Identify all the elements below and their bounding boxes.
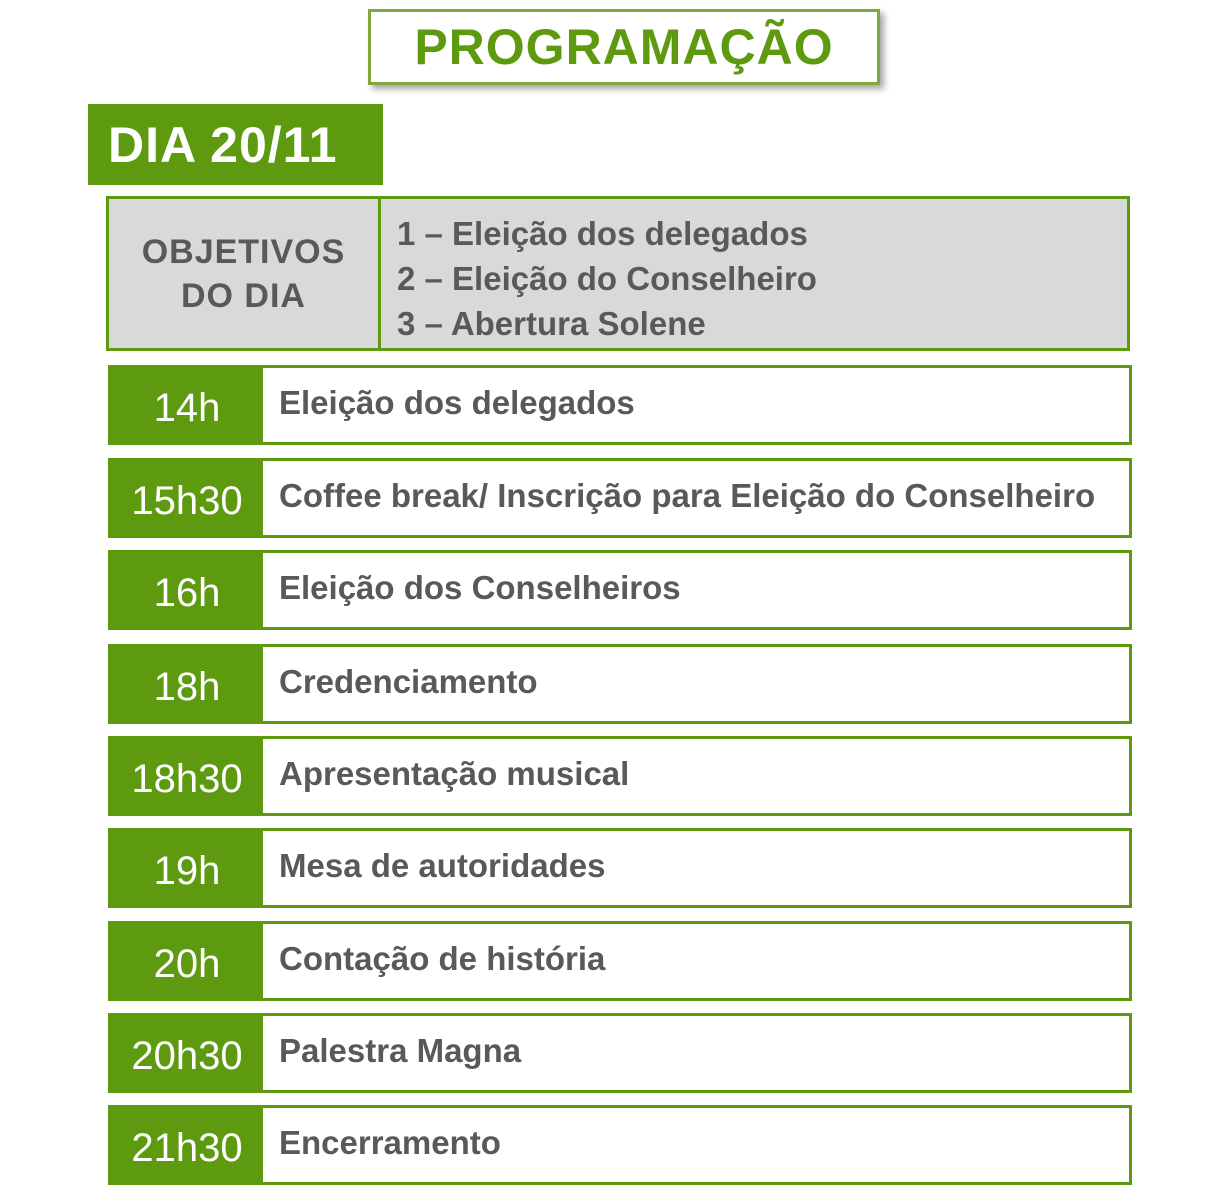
schedule-activity: Eleição dos Conselheiros: [279, 569, 681, 606]
objective-item: 1 – Eleição dos delegados: [397, 215, 808, 252]
day-badge: [88, 104, 383, 185]
schedule-activity: Contação de história: [279, 940, 606, 977]
schedule-activity: Palestra Magna: [279, 1032, 522, 1069]
schedule-row: [108, 365, 1132, 445]
schedule-row: [108, 1105, 1132, 1185]
schedule-row: [108, 736, 1132, 816]
schedule-row: [108, 921, 1132, 1001]
objectives-list: [381, 199, 1127, 348]
objectives-label-line1: OBJETIVOS: [141, 232, 346, 271]
schedule-activity: Eleição dos delegados: [279, 384, 635, 421]
schedule-time: 21h30: [111, 1108, 263, 1182]
schedule-time: 19h: [111, 831, 263, 905]
schedule-row: [108, 828, 1132, 908]
schedule-activity: Coffee break/ Inscrição para Eleição do Conselheiro: [279, 477, 1096, 514]
schedule-time: 16h: [111, 553, 263, 627]
objectives-label-cell: [109, 199, 381, 348]
page-title-box: [368, 9, 880, 85]
objectives-box: [106, 196, 1130, 351]
day-label: DIA 20/11: [108, 116, 338, 173]
schedule-activity: Apresentação musical: [279, 755, 630, 792]
schedule-time: 20h30: [111, 1016, 263, 1090]
schedule-time: 18h: [111, 647, 263, 721]
schedule-time: 14h: [111, 368, 263, 442]
objective-item: 2 – Eleição do Conselheiro: [397, 260, 817, 297]
schedule-activity: Mesa de autoridades: [279, 847, 606, 884]
objectives-label: [142, 230, 346, 318]
page-title: PROGRAMAÇÃO: [414, 19, 834, 75]
schedule-activity: Credenciamento: [279, 663, 538, 700]
objectives-label-line2: DO DIA: [180, 276, 306, 315]
schedule-time: 18h30: [111, 739, 263, 813]
schedule-row: [108, 1013, 1132, 1093]
schedule-activity: Encerramento: [279, 1124, 501, 1161]
schedule-time: 15h30: [111, 461, 263, 535]
schedule-row: [108, 644, 1132, 724]
schedule-row: [108, 550, 1132, 630]
schedule-time: 20h: [111, 924, 263, 998]
schedule-row: [108, 458, 1132, 538]
objective-item: 3 – Abertura Solene: [397, 305, 706, 342]
